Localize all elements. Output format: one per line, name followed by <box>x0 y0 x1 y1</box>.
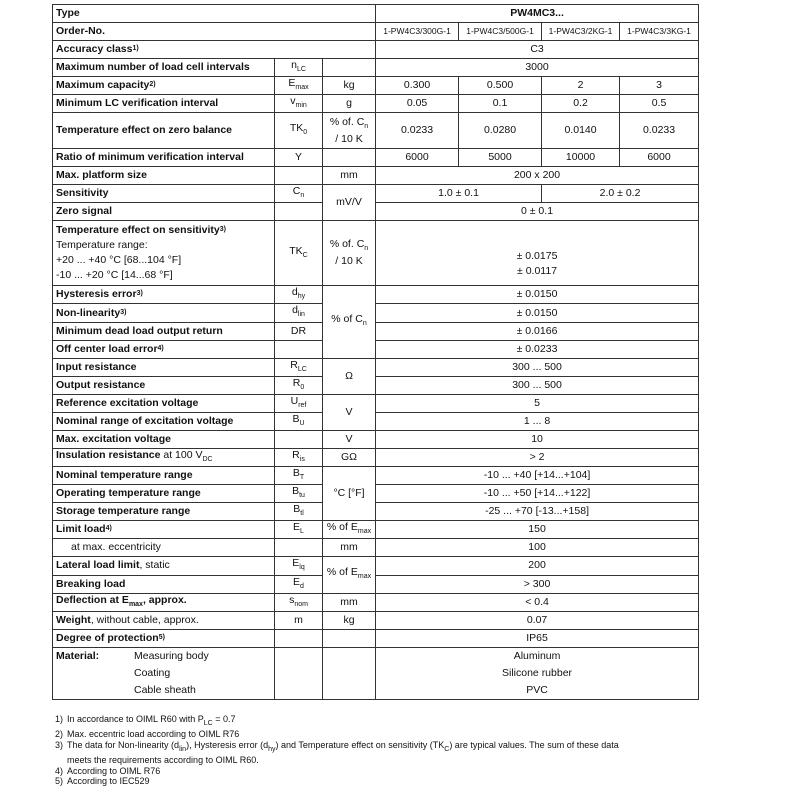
row-stotemp <box>53 503 699 521</box>
hysteresis-symbol: $d_{hy}$ <box>275 286 323 304</box>
row-zero <box>53 203 699 221</box>
material-item-1-value: Aluminum <box>513 649 561 662</box>
tk0-symbol: $TK_0$ <box>275 113 323 149</box>
deflection-symbol: $s_{nom}$ <box>275 593 323 611</box>
sensitivity-value-b: 2.0 ± 0.2 <box>542 185 699 203</box>
breaking-symbol: $E_d$ <box>275 575 323 593</box>
deflection-value: < 0.4 <box>376 593 699 611</box>
vmin-symbol: $v_{min}$ <box>275 95 323 113</box>
material-unit <box>323 647 376 699</box>
row-tk0 <box>53 113 699 149</box>
maxexc-label: Max. excitation voltage <box>53 430 275 448</box>
intervals-label: Maximum number of load cell intervals <box>53 59 275 77</box>
footnote-3: 3) The data for Non-linearity $(d_{lin})$, Hysteresis error $(d_{hy})$ and Temperature effect on sensitivity $(TK_C)$ are typical values. The sum of these data <box>55 739 619 753</box>
material-label: Material: <box>56 649 100 662</box>
protection-unit <box>323 629 376 647</box>
ratio-value-3: 10000 <box>542 149 620 167</box>
tk0-label: Temperature effect on zero balance <box>53 113 275 149</box>
inres-value: 300 ... 500 <box>376 358 699 376</box>
vmin-value-3: 0.2 <box>542 95 620 113</box>
row-maxexc <box>53 430 699 448</box>
pct-cn-unit: % of $C_n$ <box>323 286 376 358</box>
zero-label: Zero signal <box>53 203 275 221</box>
sensitivity-value-a: 1.0 ± 0.1 <box>376 185 542 203</box>
tk0-value-2: 0.0280 <box>459 113 542 149</box>
stotemp-value: -25 ... +70 [-13...+158] <box>376 503 699 521</box>
vmin-value-2: 0.1 <box>459 95 542 113</box>
platform-label: Max. platform size <box>53 167 275 185</box>
sensitivity-symbol: $C_n$ <box>275 185 323 203</box>
sensitivity-label: Sensitivity <box>53 185 275 203</box>
nonlin-symbol: $d_{lin}$ <box>275 304 323 322</box>
breaking-value: > 300 <box>376 575 699 593</box>
row-vmin <box>53 95 699 113</box>
row-order <box>53 23 699 41</box>
inres-label: Input resistance <box>53 358 275 376</box>
material-item-1-name: Measuring body <box>134 649 209 662</box>
ratio-label: Ratio of minimum verification interval <box>53 149 275 167</box>
ohm-unit: Ω <box>323 358 376 394</box>
intervals-unit <box>323 59 376 77</box>
weight-value: 0.07 <box>376 611 699 629</box>
row-nomtemp <box>53 467 699 485</box>
row-breaking <box>53 575 699 593</box>
limit-symbol: $E_L$ <box>275 521 323 539</box>
row-limitecc <box>53 539 699 557</box>
limit-value: 150 <box>376 521 699 539</box>
intervals-value: 3000 <box>376 59 699 77</box>
tk0-value-4: 0.0233 <box>620 113 699 149</box>
capacity-value-3: 2 <box>542 77 620 95</box>
outres-symbol: $R_0$ <box>275 376 323 394</box>
optemp-label: Operating temperature range <box>53 485 275 503</box>
vmin-value-4: 0.5 <box>620 95 699 113</box>
material-item-2-name: Coating <box>134 666 171 679</box>
ratio-value-4: 6000 <box>620 149 699 167</box>
vmin-label: Minimum LC verification interval <box>53 95 275 113</box>
zero-symbol <box>275 203 323 221</box>
capacity-label: Maximum capacity$^{2)}$ <box>53 77 275 95</box>
platform-value: 200 x 200 <box>376 167 699 185</box>
row-intervals <box>53 59 699 77</box>
footnote-3-cont: meets the requirements according to OIML R60. <box>67 755 259 766</box>
row-deadload <box>53 322 699 340</box>
material-item-2-value: Silicone rubber <box>502 666 573 679</box>
nomexc-label: Nominal range of excitation voltage <box>53 412 275 430</box>
insul-symbol: $R_{is}$ <box>275 448 323 466</box>
nomtemp-symbol: $B_T$ <box>275 467 323 485</box>
order-1: 1-PW4C3/300G-1 <box>376 23 459 41</box>
tkc-symbol: $TK_C$ <box>275 221 323 286</box>
capacity-value-2: 0.500 <box>459 77 542 95</box>
limitecc-symbol <box>275 539 323 557</box>
row-outres <box>53 376 699 394</box>
volt-unit: V <box>323 394 376 430</box>
nonlin-value: ± 0.0150 <box>376 304 699 322</box>
refexc-label: Reference excitation voltage <box>53 394 275 412</box>
inres-symbol: $R_{LC}$ <box>275 358 323 376</box>
material-symbol <box>275 647 323 699</box>
material-item-3-name: Cable sheath <box>134 683 196 696</box>
limitecc-unit: mm <box>323 539 376 557</box>
accuracy-value: C3 <box>376 41 699 59</box>
footnotes <box>55 714 755 787</box>
row-limit <box>53 521 699 539</box>
row-insul <box>53 448 699 466</box>
capacity-symbol: $E_{max}$ <box>275 77 323 95</box>
lateral-value: 200 <box>376 557 699 575</box>
material-values <box>376 647 699 699</box>
spec-table <box>52 4 699 700</box>
capacity-value-4: 3 <box>620 77 699 95</box>
deflection-label: Deflection at $E_{max}$, approx. <box>53 593 275 611</box>
protection-value: IP65 <box>376 629 699 647</box>
ratio-unit <box>323 149 376 167</box>
row-accuracy <box>53 41 699 59</box>
row-deflection <box>53 593 699 611</box>
type-label: Type <box>53 5 376 23</box>
footnote-4: 4) According to OIML R76 <box>55 765 161 776</box>
row-optemp <box>53 485 699 503</box>
footnote-5: 5) According to IEC529 <box>55 776 150 787</box>
weight-unit: kg <box>323 611 376 629</box>
deadload-symbol: DR <box>275 322 323 340</box>
insul-unit: GΩ <box>323 448 376 466</box>
row-material <box>53 647 699 699</box>
protection-symbol <box>275 629 323 647</box>
footnote-2: 2) Max. eccentric load according to OIML R76 <box>55 729 240 740</box>
stotemp-label: Storage temperature range <box>53 503 275 521</box>
offcenter-value: ± 0.0233 <box>376 340 699 358</box>
nonlin-label: Non-linearity$^{3)}$ <box>53 304 275 322</box>
row-platform <box>53 167 699 185</box>
hysteresis-label: Hysteresis error$^{3)}$ <box>53 286 275 304</box>
deadload-value: ± 0.0166 <box>376 322 699 340</box>
refexc-symbol: $U_{ref}$ <box>275 394 323 412</box>
limit-label: Limit load$^{4)}$ <box>53 521 275 539</box>
refexc-value: 5 <box>376 394 699 412</box>
type-value: PW4MC3... <box>376 5 699 23</box>
row-offcenter <box>53 340 699 358</box>
row-tkc <box>53 221 699 286</box>
row-nonlin <box>53 304 699 322</box>
tkc-unit: % of. $C_n$ / 10 K <box>323 221 376 286</box>
vmin-unit: g <box>323 95 376 113</box>
nomexc-symbol: $B_U$ <box>275 412 323 430</box>
capacity-value-1: 0.300 <box>376 77 459 95</box>
row-refexc <box>53 394 699 412</box>
platform-unit: mm <box>323 167 376 185</box>
outres-value: 300 ... 500 <box>376 376 699 394</box>
pct-emax-unit: % of $E_{max}$ <box>323 557 376 593</box>
protection-label: Degree of protection$^{5)}$ <box>53 629 275 647</box>
zero-value: 0 ± 0.1 <box>376 203 699 221</box>
temp-unit: °C [°F] <box>323 467 376 521</box>
tkc-label: Temperature effect on sensitivity$^{3)}$ Temperature range: +20 ... +40 °C [68...104 °F] -10 ... +20 °C [14...68 °F] <box>53 221 275 286</box>
weight-symbol: m <box>275 611 323 629</box>
maxexc-value: 10 <box>376 430 699 448</box>
capacity-unit: kg <box>323 77 376 95</box>
ratio-value-2: 5000 <box>459 149 542 167</box>
row-type <box>53 5 699 23</box>
outres-label: Output resistance <box>53 376 275 394</box>
deflection-unit: mm <box>323 593 376 611</box>
limitecc-value: 100 <box>376 539 699 557</box>
ratio-symbol: Y <box>275 149 323 167</box>
order-4: 1-PW4C3/3KG-1 <box>620 23 699 41</box>
ratio-value-1: 6000 <box>376 149 459 167</box>
tk0-value-1: 0.0233 <box>376 113 459 149</box>
lateral-symbol: $E_{lq}$ <box>275 557 323 575</box>
row-inres <box>53 358 699 376</box>
spec-sheet <box>52 4 698 700</box>
row-weight <box>53 611 699 629</box>
optemp-value: -10 ... +50 [+14...+122] <box>376 485 699 503</box>
tk0-unit: % of. $C_n$ / 10 K <box>323 113 376 149</box>
row-sensitivity <box>53 185 699 203</box>
tk0-value-3: 0.0140 <box>542 113 620 149</box>
weight-label: Weight, without cable, approx. <box>53 611 275 629</box>
sensitivity-unit: mV/V <box>323 185 376 221</box>
order-2: 1-PW4C3/500G-1 <box>459 23 542 41</box>
maxexc-symbol <box>275 430 323 448</box>
material-label-cell <box>53 647 275 699</box>
offcenter-symbol <box>275 340 323 358</box>
insul-value: > 2 <box>376 448 699 466</box>
optemp-symbol: $B_{tu}$ <box>275 485 323 503</box>
accuracy-label: Accuracy class$^{1)}$ <box>53 41 376 59</box>
nomexc-value: 1 ... 8 <box>376 412 699 430</box>
order-3: 1-PW4C3/2KG-1 <box>542 23 620 41</box>
material-item-3-value: PVC <box>526 683 548 696</box>
limitecc-label: at max. eccentricity <box>53 539 275 557</box>
order-label: Order-No. <box>53 23 376 41</box>
maxexc-unit: V <box>323 430 376 448</box>
intervals-symbol: $n_{LC}$ <box>275 59 323 77</box>
limit-unit: % of $E_{max}$ <box>323 521 376 539</box>
stotemp-symbol: $B_{tl}$ <box>275 503 323 521</box>
row-ratio <box>53 149 699 167</box>
row-nomexc <box>53 412 699 430</box>
lateral-label: Lateral load limit, static <box>53 557 275 575</box>
vmin-value-1: 0.05 <box>376 95 459 113</box>
insul-label: Insulation resistance at 100 $V_{DC}$ <box>53 448 275 466</box>
breaking-label: Breaking load <box>53 575 275 593</box>
nomtemp-label: Nominal temperature range <box>53 467 275 485</box>
tkc-values: ± 0.0175 ± 0.0117 <box>376 221 699 286</box>
row-capacity <box>53 77 699 95</box>
offcenter-label: Off center load error$^{4)}$ <box>53 340 275 358</box>
row-lateral <box>53 557 699 575</box>
row-protection <box>53 629 699 647</box>
deadload-label: Minimum dead load output return <box>53 322 275 340</box>
row-hysteresis <box>53 286 699 304</box>
hysteresis-value: ± 0.0150 <box>376 286 699 304</box>
platform-symbol <box>275 167 323 185</box>
nomtemp-value: -10 ... +40 [+14...+104] <box>376 467 699 485</box>
footnote-1: 1) In accordance to OIML R60 with $P_{LC} = 0.7$ <box>55 714 236 727</box>
